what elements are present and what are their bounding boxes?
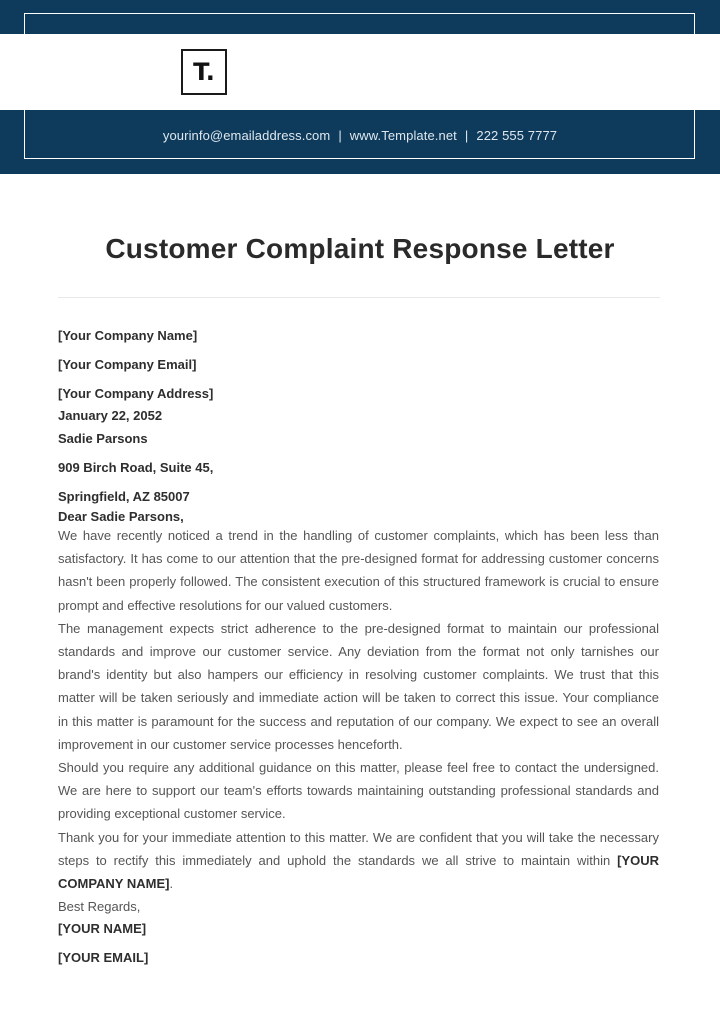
contact-separator: | [338,127,342,143]
body-paragraph-3: Should you require any additional guidance on this matter, please feel free to contact the undersigned. We are here to support our team's efforts towards maintaining outstanding professional standards and providing exceptional customer service. [58,760,659,822]
body-paragraph-1: We have recently noticed a trend in the handling of customer complaints, which has been less than satisfactory. It has come to our attention that the pre-designed format for addressing customer concerns hasn't been properly followed. The consistent execution of this structured framework is crucial to ensure prompt and effective resolutions for our valued customers. [58,528,659,613]
salutation: Dear Sadie Parsons, [58,509,184,524]
paragraph-4-end: . [169,876,174,892]
contact-separator: | [464,127,469,143]
closing: Best Regards, [58,899,141,915]
recipient-address-line1: 909 Birch Road, Suite 45, [58,460,214,475]
title-divider [58,297,660,298]
contact-bar [0,110,720,160]
recipient-name: Sadie Parsons [58,431,148,446]
contact-email: yourinfo@emailaddress.com [162,127,331,143]
company-name: [Your Company Name] [58,328,198,343]
paragraph-4-company: [YOUR COMPANY NAME] [58,852,659,892]
company-address: [Your Company Address] [58,386,214,401]
letter-body [58,328,659,965]
document-title: Customer Complaint Response Letter [105,233,615,264]
recipient-address-line2: Springfield, AZ 85007 [58,489,190,504]
body-paragraph-2: The management expects strict adherence to the pre-designed format to maintain our professional standards and improve our customer service. Any deviation from the format not only tarnishes our brand's identity but also hampers our efficiency in resolving customer complaints. We trust that this matter will be taken seriously and immediate action will be taken to correct this issue. Your compliance in this matter is paramount for the success and reputation of our company. We expect to see an overall improvement in our customer service processes henceforth. [58,620,659,752]
company-email: [Your Company Email] [58,357,197,372]
contact-phone: 222 555 7777 [476,127,558,143]
contact-website: www.Template.net [349,127,457,143]
body-paragraph-4 [58,826,659,896]
paragraph-4-text: Thank you for your immediate attention to this matter. We are confident that you will take the necessary steps to rectify this immediately and uphold the standards we all strive to maintain within [58,829,659,868]
template-logo: T. [181,49,227,95]
signer-email: [YOUR EMAIL] [58,950,149,966]
letter-date: January 22, 2052 [58,408,163,423]
signer-name: [YOUR NAME] [58,921,147,937]
